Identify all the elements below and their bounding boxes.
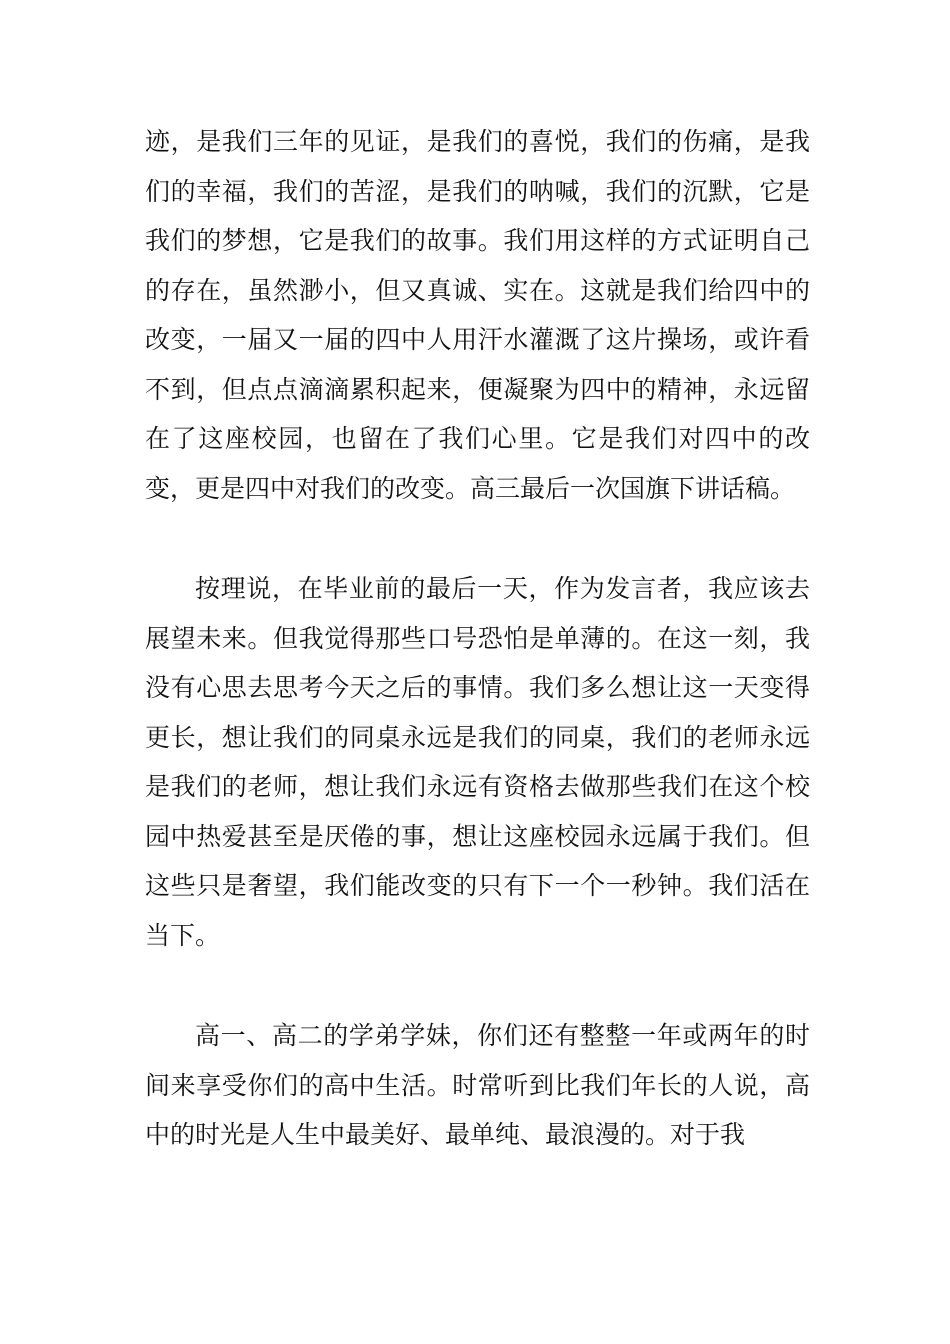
paragraph-continuation: 迹，是我们三年的见证，是我们的喜悦，我们的伤痛，是我们的幸福，我们的苦涩，是我们的呐喊，我们的沉默，它是我们的梦想，它是我们的故事。我们用这样的方式证明自己的存在，虽然渺小，但又真诚、实在。这就是我们给四中的改变，一届又一届的四中人用汗水灌溉了这片操场，或许看不到，但点点滴滴累积起来，便凝聚为四中的精神，永远留在了这座校园，也留在了我们心里。它是我们对四中的改变，更是四中对我们的改变。高三最后一次国旗下讲话稿。 [145,127,810,503]
paragraph: 按理说，在毕业前的最后一天，作为发言者，我应该去展望未来。但我觉得那些口号恐怕是单薄的。在这一刻，我没有心思去思考今天之后的事情。我们多么想让这一天变得更长，想让我们的同桌永远是我们的同桌，我们的老师永远是我们的老师，想让我们永远有资格去做那些我们在这个校园中热爱甚至是厌倦的事，想让这座校园永远属于我们。但这些只是奢望，我们能改变的只有下一个一秒钟。我们活在当下。 [145,574,810,950]
paragraph: 高一、高二的学弟学妹，你们还有整整一年或两年的时间来享受你们的高中生活。时常听到比我们年长的人说，高中的时光是人生中最美好、最单纯、最浪漫的。对于我 [145,1021,810,1149]
